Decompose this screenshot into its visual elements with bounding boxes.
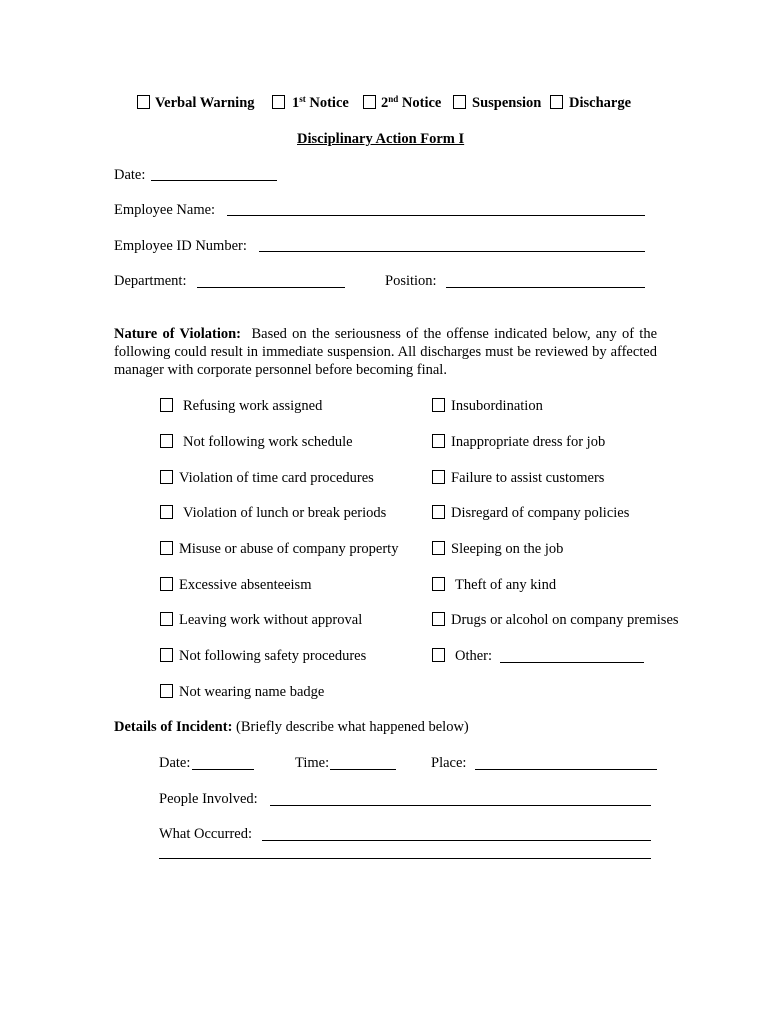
violation-checkbox[interactable]	[432, 470, 445, 484]
violation-checkbox[interactable]	[160, 470, 173, 484]
second-notice-checkbox[interactable]	[363, 95, 376, 109]
discharge-label: Discharge	[569, 95, 632, 111]
violation-item: Other:	[455, 648, 493, 664]
violation-item: Failure to assist customers	[451, 470, 605, 486]
violation-heading: Nature of Violation:	[114, 326, 242, 342]
second-notice-word: Notice	[401, 95, 442, 111]
employee-id-field[interactable]	[259, 251, 645, 252]
position-field[interactable]	[446, 287, 645, 288]
incident-date-label: Date:	[159, 755, 191, 771]
violation-item: Disregard of company policies	[451, 505, 630, 521]
violation-item: Excessive absenteeism	[179, 577, 312, 593]
what-occurred-field[interactable]	[262, 840, 651, 841]
incident-time-label: Time:	[295, 755, 330, 771]
people-involved-label: People Involved:	[159, 791, 258, 807]
what-occurred-field-continued[interactable]	[159, 858, 651, 859]
violation-checkbox[interactable]	[160, 505, 173, 519]
violation-checkbox[interactable]	[160, 434, 173, 448]
violation-item: Violation of lunch or break periods	[183, 505, 387, 521]
violation-item: Not following work schedule	[183, 434, 353, 450]
violation-item: Drugs or alcohol on company premises	[451, 612, 679, 628]
second-notice-number: 2	[381, 95, 389, 111]
incident-header	[114, 718, 469, 736]
violation-checkbox[interactable]	[160, 684, 173, 698]
violation-item: Misuse or abuse of company property	[179, 541, 399, 557]
incident-note: (Briefly describe what happened below)	[236, 719, 469, 735]
violation-checkbox[interactable]	[160, 648, 173, 662]
violation-paragraph	[114, 325, 657, 379]
suspension-label: Suspension	[472, 95, 542, 111]
violation-item: Not following safety procedures	[179, 648, 367, 664]
incident-heading: Details of Incident:	[114, 719, 233, 735]
department-label: Department:	[114, 273, 187, 289]
violation-checkbox[interactable]	[432, 541, 445, 555]
violation-checkbox[interactable]	[432, 505, 445, 519]
first-notice-checkbox[interactable]	[272, 95, 285, 109]
incident-time-field[interactable]	[330, 769, 396, 770]
incident-place-label: Place:	[431, 755, 467, 771]
position-label: Position:	[385, 273, 437, 289]
other-field[interactable]	[500, 662, 644, 663]
violation-item: Theft of any kind	[455, 577, 557, 593]
violation-text: Based on the seriousness of the offense indicated below, any of the following could result in immediate suspension. All discharges must be reviewed by affected manager with corporate personnel before becoming final.	[114, 326, 658, 378]
department-field[interactable]	[197, 287, 345, 288]
violation-item: Sleeping on the job	[451, 541, 564, 557]
violation-item: Leaving work without approval	[179, 612, 363, 628]
what-occurred-label: What Occurred:	[159, 826, 252, 842]
violation-item: Not wearing name badge	[179, 684, 325, 700]
employee-id-label: Employee ID Number:	[114, 238, 247, 254]
verbal-warning-checkbox[interactable]	[137, 95, 150, 109]
violation-checkbox[interactable]	[432, 612, 445, 626]
incident-place-field[interactable]	[475, 769, 657, 770]
date-field[interactable]	[151, 180, 277, 181]
first-notice-word: Notice	[309, 95, 349, 111]
first-notice-number: 1	[292, 95, 300, 111]
violation-checkbox[interactable]	[160, 398, 173, 412]
discharge-checkbox[interactable]	[550, 95, 563, 109]
second-notice-label	[381, 94, 441, 112]
violation-checkbox[interactable]	[432, 577, 445, 591]
violation-item: Inappropriate dress for job	[451, 434, 606, 450]
people-involved-field[interactable]	[270, 805, 651, 806]
second-notice-suffix: nd	[388, 94, 399, 104]
employee-name-label: Employee Name:	[114, 202, 216, 218]
violation-checkbox[interactable]	[432, 648, 445, 662]
violation-item: Insubordination	[451, 398, 543, 414]
verbal-warning-label: Verbal Warning	[155, 95, 255, 111]
violation-checkbox[interactable]	[432, 434, 445, 448]
violation-checkbox[interactable]	[432, 398, 445, 412]
first-notice-label	[292, 94, 349, 112]
violation-item: Violation of time card procedures	[179, 470, 374, 486]
date-label: Date:	[114, 167, 146, 183]
violation-checkbox[interactable]	[160, 612, 173, 626]
violation-checkbox[interactable]	[160, 541, 173, 555]
incident-date-field[interactable]	[192, 769, 254, 770]
employee-name-field[interactable]	[227, 215, 645, 216]
violation-checkbox[interactable]	[160, 577, 173, 591]
form-title: Disciplinary Action Form I	[297, 131, 465, 147]
suspension-checkbox[interactable]	[453, 95, 466, 109]
first-notice-suffix: st	[299, 94, 306, 104]
violation-item: Refusing work assigned	[183, 398, 323, 414]
